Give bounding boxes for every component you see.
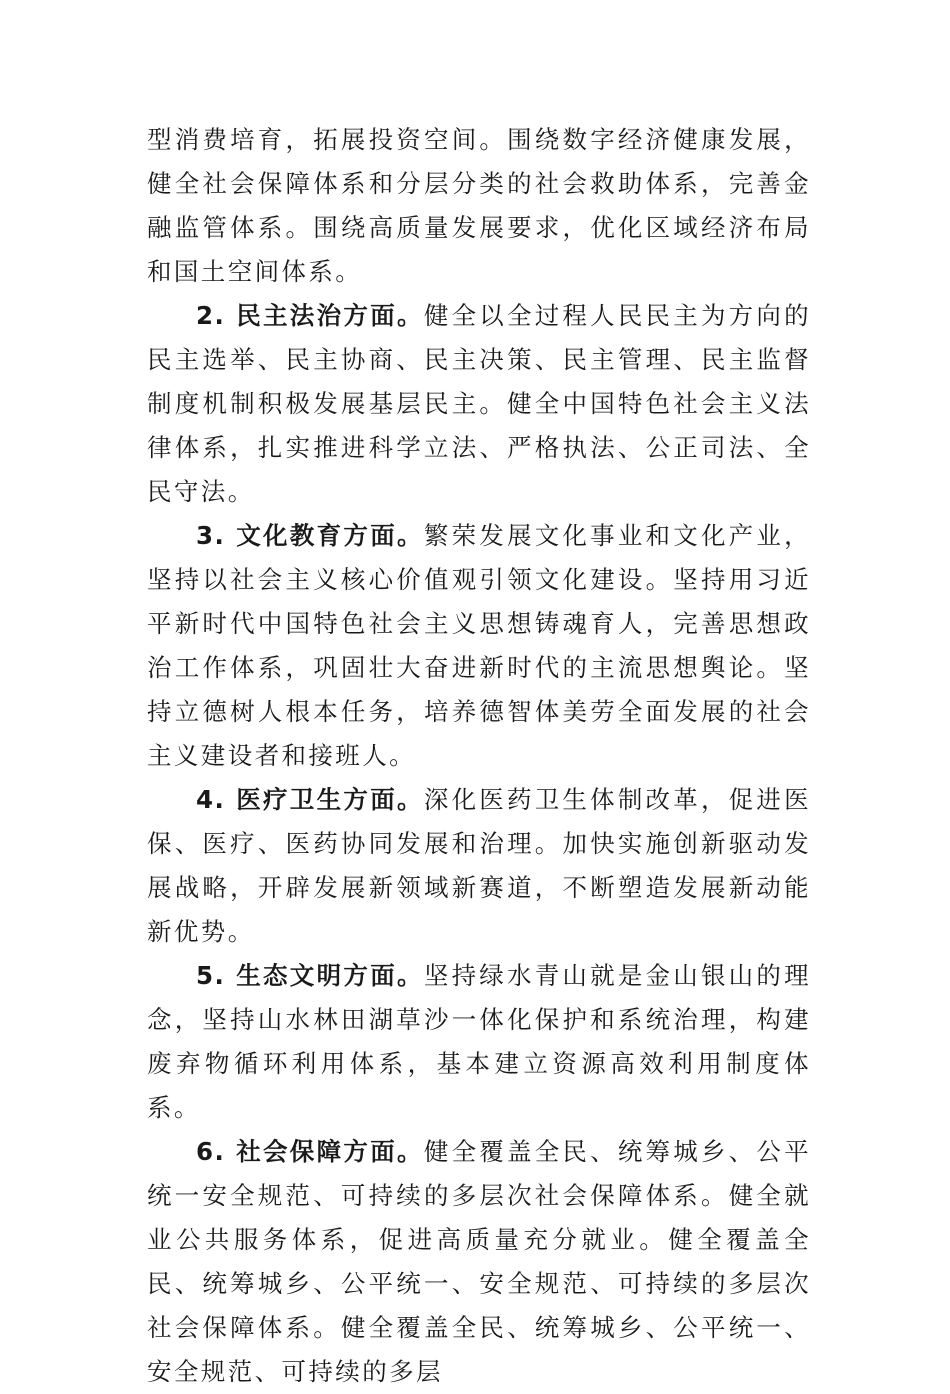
- paragraph-ecological-civilization: [147, 954, 811, 1130]
- paragraph-heading: 3. 文化教育方面。: [196, 521, 424, 550]
- paragraph-democracy-rule-of-law: [147, 294, 811, 514]
- paragraph-text: 坚持绿水青山就是金山银山的理念，坚持山水林田湖草沙一体化保护和系统治理，构建废弃物循环利用体系，基本建立资源高效利用制度体系。: [147, 961, 811, 1122]
- paragraph-social-security: [147, 1130, 811, 1394]
- paragraph-heading: 5. 生态文明方面。: [196, 961, 424, 990]
- document-body: [147, 118, 811, 1394]
- paragraph-heading: 6. 社会保障方面。: [196, 1137, 424, 1166]
- paragraph-culture-education: [147, 514, 811, 778]
- paragraph-continued: [147, 118, 811, 294]
- paragraph-text: 健全覆盖全民、统筹城乡、公平统一安全规范、可持续的多层次社会保障体系。健全就业公共服务体系，促进高质量充分就业。健全覆盖全民、统筹城乡、公平统一、安全规范、可持续的多层次社会保障体系。健全覆盖全民、统筹城乡、公平统一、安全规范、可持续的多层: [147, 1137, 811, 1386]
- paragraph-text: 深化医药卫生体制改革，促进医保、医疗、医药协同发展和治理。加快实施创新驱动发展战略，开辟发展新领域新赛道，不断塑造发展新动能新优势。: [147, 785, 811, 946]
- paragraph-text: 型消费培育，拓展投资空间。围绕数字经济健康发展，健全社会保障体系和分层分类的社会救助体系，完善金融监管体系。围绕高质量发展要求，优化区域经济布局和国土空间体系。: [147, 125, 811, 286]
- paragraph-heading: 4. 医疗卫生方面。: [196, 785, 424, 814]
- paragraph-text: 繁荣发展文化事业和文化产业，坚持以社会主义核心价值观引领文化建设。坚持用习近平新时代中国特色社会主义思想铸魂育人，完善思想政治工作体系，巩固壮大奋进新时代的主流思想舆论。坚持立德树人根本任务，培养德智体美劳全面发展的社会主义建设者和接班人。: [147, 521, 811, 770]
- paragraph-medical-health: [147, 778, 811, 954]
- paragraph-heading: 2. 民主法治方面。: [196, 301, 424, 330]
- paragraph-text: 健全以全过程人民民主为方向的民主选举、民主协商、民主决策、民主管理、民主监督制度机制积极发展基层民主。健全中国特色社会主义法律体系，扎实推进科学立法、严格执法、公正司法、全民守法。: [147, 301, 811, 506]
